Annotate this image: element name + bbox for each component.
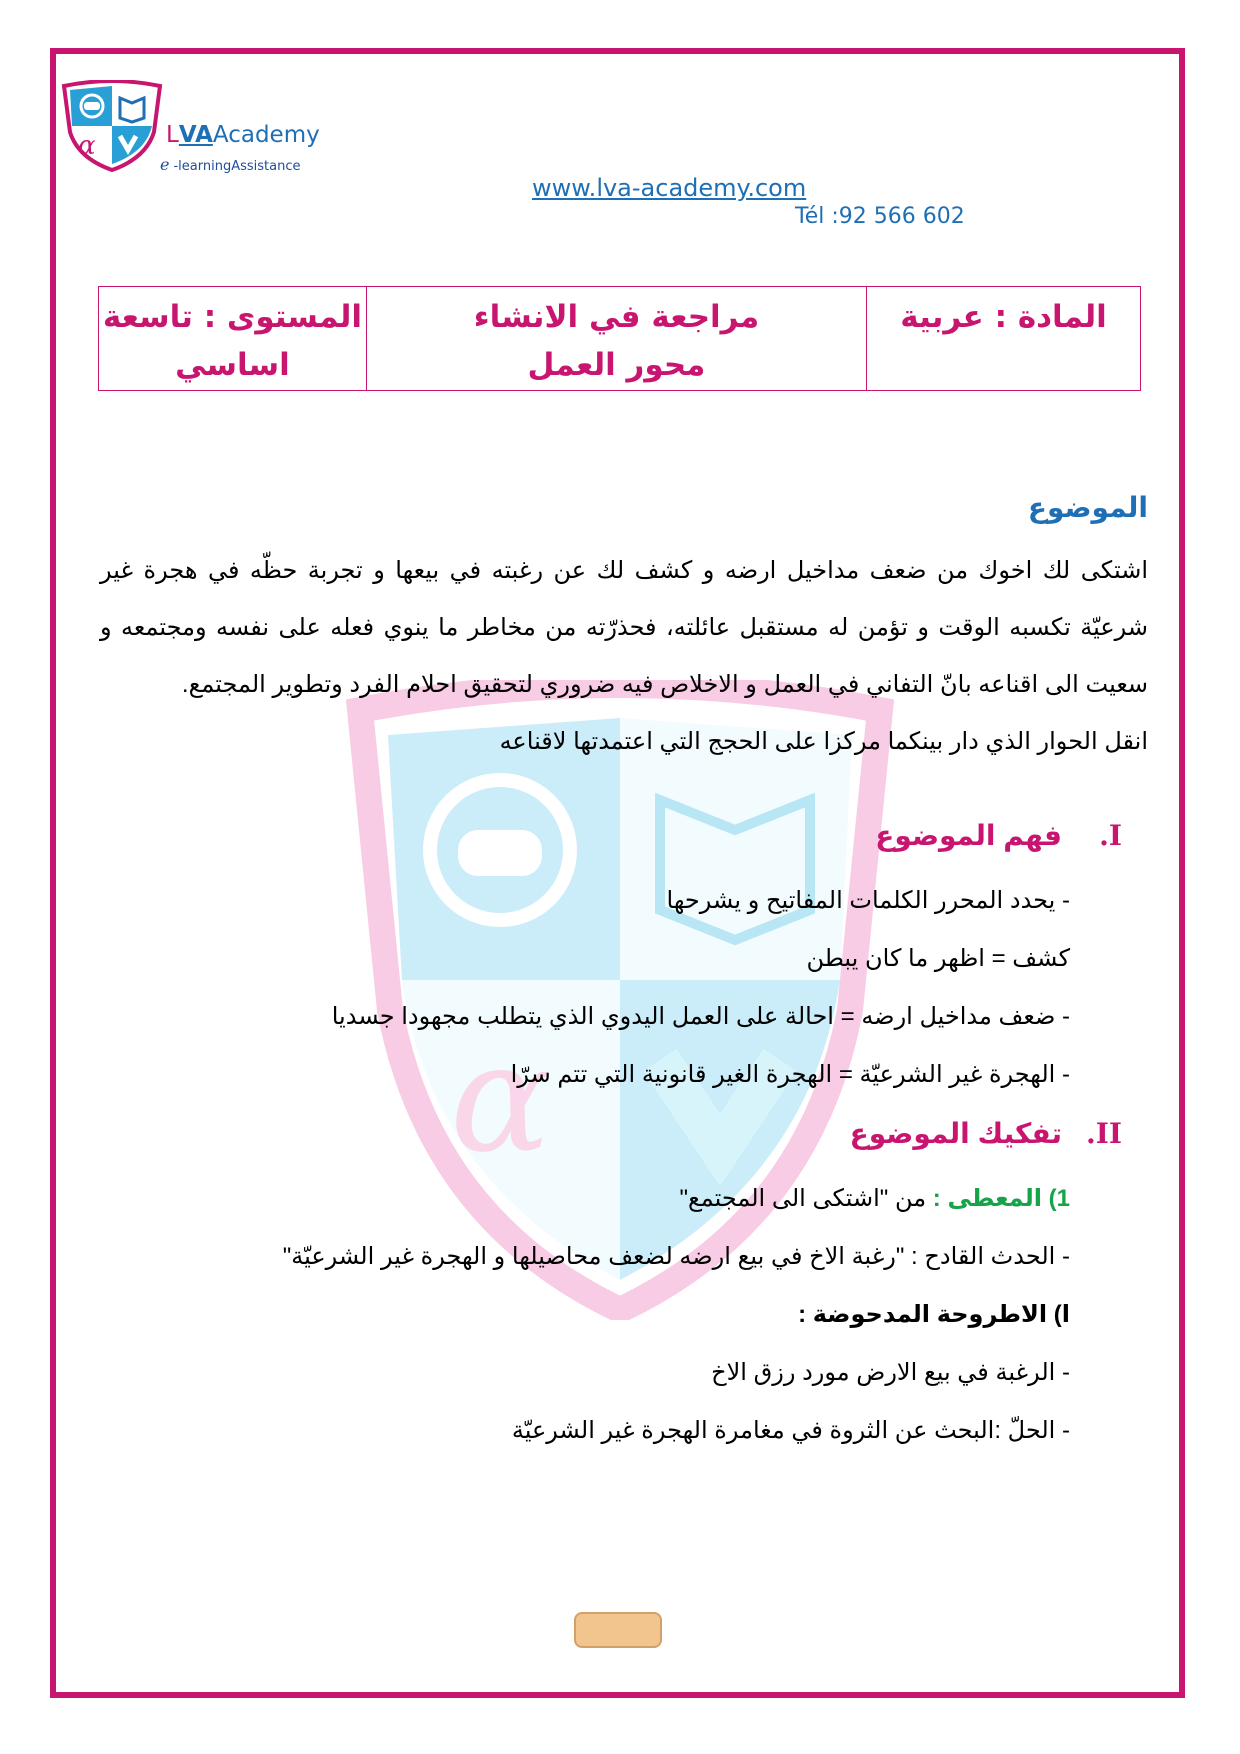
- section-2-heading: [100, 1108, 1148, 1160]
- section-2-line: - الرغبة في بيع الارض مورد رزق الاخ: [711, 1359, 1070, 1386]
- section-1-line: - ضعف مداخيل ارضه = احالة على العمل اليدوي الذي يتطلب مجهودا جسديا: [331, 1003, 1070, 1030]
- level-line-2: اساسي: [175, 347, 290, 383]
- subject-cell: [867, 287, 1141, 391]
- topic-instruction: انقل الحوار الذي دار بينكما مركزا على الحجج التي اعتمدتها لاقناعه: [499, 728, 1148, 755]
- website-link[interactable]: www.lva-academy.com: [532, 174, 807, 202]
- section-1-title: فهم الموضوع: [875, 820, 1062, 851]
- topic-paragraph: اشتكى لك اخوك من ضعف مداخيل ارضه و كشف لك عن رغبته في بيعها و تجربة حظّه في هجرة غير شرعيّة تكسبه الوقت و تؤمن له مستقبل عائلته، فحذرّته من مخاطر ما ينوي فعله على نفسه ومجتمعه و سعيت الى اقناعه بانّ التفاني في العمل و الاخلاص فيه ضروري لتحقيق احلام الفرد وتطوير المجتمع.: [100, 557, 1148, 698]
- brand-tagline: [160, 155, 300, 174]
- tagline-text: -learningAssistance: [173, 159, 301, 174]
- section-1-number: I.: [1099, 819, 1122, 852]
- svg-text:α: α: [450, 1012, 552, 1186]
- page-number-box: [574, 1612, 662, 1648]
- title-cell: [366, 287, 866, 391]
- section-1-line: كشف = اظهر ما كان يبطن: [806, 945, 1070, 972]
- svg-text:α: α: [78, 131, 96, 161]
- brand-part-va: VA: [178, 122, 213, 148]
- given-line: [100, 1170, 1148, 1228]
- refuted-heading: ا) الاطروحة المدحوضة :: [798, 1301, 1070, 1328]
- document-content: [100, 488, 1148, 1460]
- brand-name: [166, 122, 320, 148]
- section-2-line: - الحلّ :البحث عن الثروة في مغامرة الهجرة غير الشرعيّة: [511, 1417, 1070, 1444]
- brand-part-academy: Academy: [212, 122, 320, 148]
- phone-number: Tél :92 566 602: [795, 204, 965, 229]
- academy-logo-icon: [60, 80, 164, 172]
- given-label: 1) المعطى :: [932, 1185, 1070, 1212]
- section-1-heading: [100, 810, 1148, 862]
- section-1-line: - يحدد المحرر الكلمات المفاتيح و يشرحها: [666, 887, 1070, 914]
- brand-part-l: L: [166, 122, 179, 148]
- section-1-line: - الهجرة غير الشرعيّة = الهجرة الغير قانونية التي تتم سرّا: [510, 1061, 1070, 1088]
- title-line-2: محور العمل: [527, 347, 706, 383]
- title-line-1: مراجعة في الانشاء: [473, 299, 760, 335]
- subject-label: المادة : عربية: [900, 299, 1107, 335]
- level-line-1: المستوى : تاسعة: [102, 299, 363, 335]
- tagline-e: e: [160, 155, 170, 174]
- topic-heading: الموضوع: [1027, 492, 1148, 523]
- level-cell: [99, 287, 367, 391]
- info-table: [98, 286, 1141, 391]
- section-2-number: II.: [1086, 1117, 1122, 1150]
- trigger-line: - الحدث القادح : "رغبة الاخ في بيع ارضه لضعف محاصيلها و الهجرة غير الشرعيّة": [282, 1243, 1070, 1270]
- given-text: من "اشتكى الى المجتمع": [679, 1185, 933, 1212]
- section-2-title: تفكيك الموضوع: [849, 1118, 1062, 1149]
